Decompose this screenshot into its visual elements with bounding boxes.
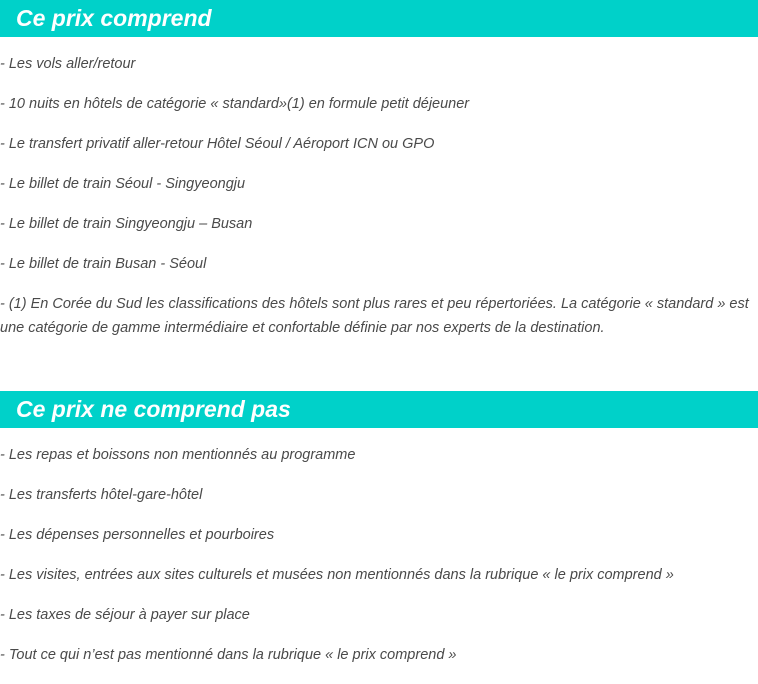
price-includes-header xyxy=(0,0,758,37)
price-includes-list xyxy=(0,52,758,340)
price-includes-section xyxy=(0,0,758,340)
list-item: - Les dépenses personnelles et pourboires xyxy=(0,527,275,543)
price-excludes-section xyxy=(0,391,758,667)
list-item: - Les repas et boissons non mentionnés au programme xyxy=(0,447,356,463)
price-includes-title: Ce prix comprend xyxy=(16,5,212,31)
list-item: - Le billet de train Busan - Séoul xyxy=(0,256,207,272)
price-excludes-title: Ce prix ne comprend pas xyxy=(16,396,291,422)
price-excludes-list xyxy=(0,443,758,667)
list-item: - Les vols aller/retour xyxy=(0,56,136,72)
list-item: - Les visites, entrées aux sites culturels et musées non mentionnés dans la rubrique « le prix comprend » xyxy=(0,567,674,583)
list-item: - (1) En Corée du Sud les classifications des hôtels sont plus rares et peu répertoriées. La catégorie « standard » est une catégorie de gamme intermédiaire et confortable définie par nos experts de la destination. xyxy=(0,296,749,336)
list-item: - Les transferts hôtel-gare-hôtel xyxy=(0,487,203,503)
list-item: - Les taxes de séjour à payer sur place xyxy=(0,607,250,623)
list-item: - 10 nuits en hôtels de catégorie « standard»(1) en formule petit déjeuner xyxy=(0,96,470,112)
list-item: - Le billet de train Singyeongju – Busan xyxy=(0,216,253,232)
list-item: - Le billet de train Séoul - Singyeongju xyxy=(0,176,246,192)
price-excludes-header xyxy=(0,391,758,428)
list-item: - Le transfert privatif aller-retour Hôtel Séoul / Aéroport ICN ou GPO xyxy=(0,136,435,152)
list-item: - Tout ce qui n’est pas mentionné dans la rubrique « le prix comprend » xyxy=(0,647,457,663)
